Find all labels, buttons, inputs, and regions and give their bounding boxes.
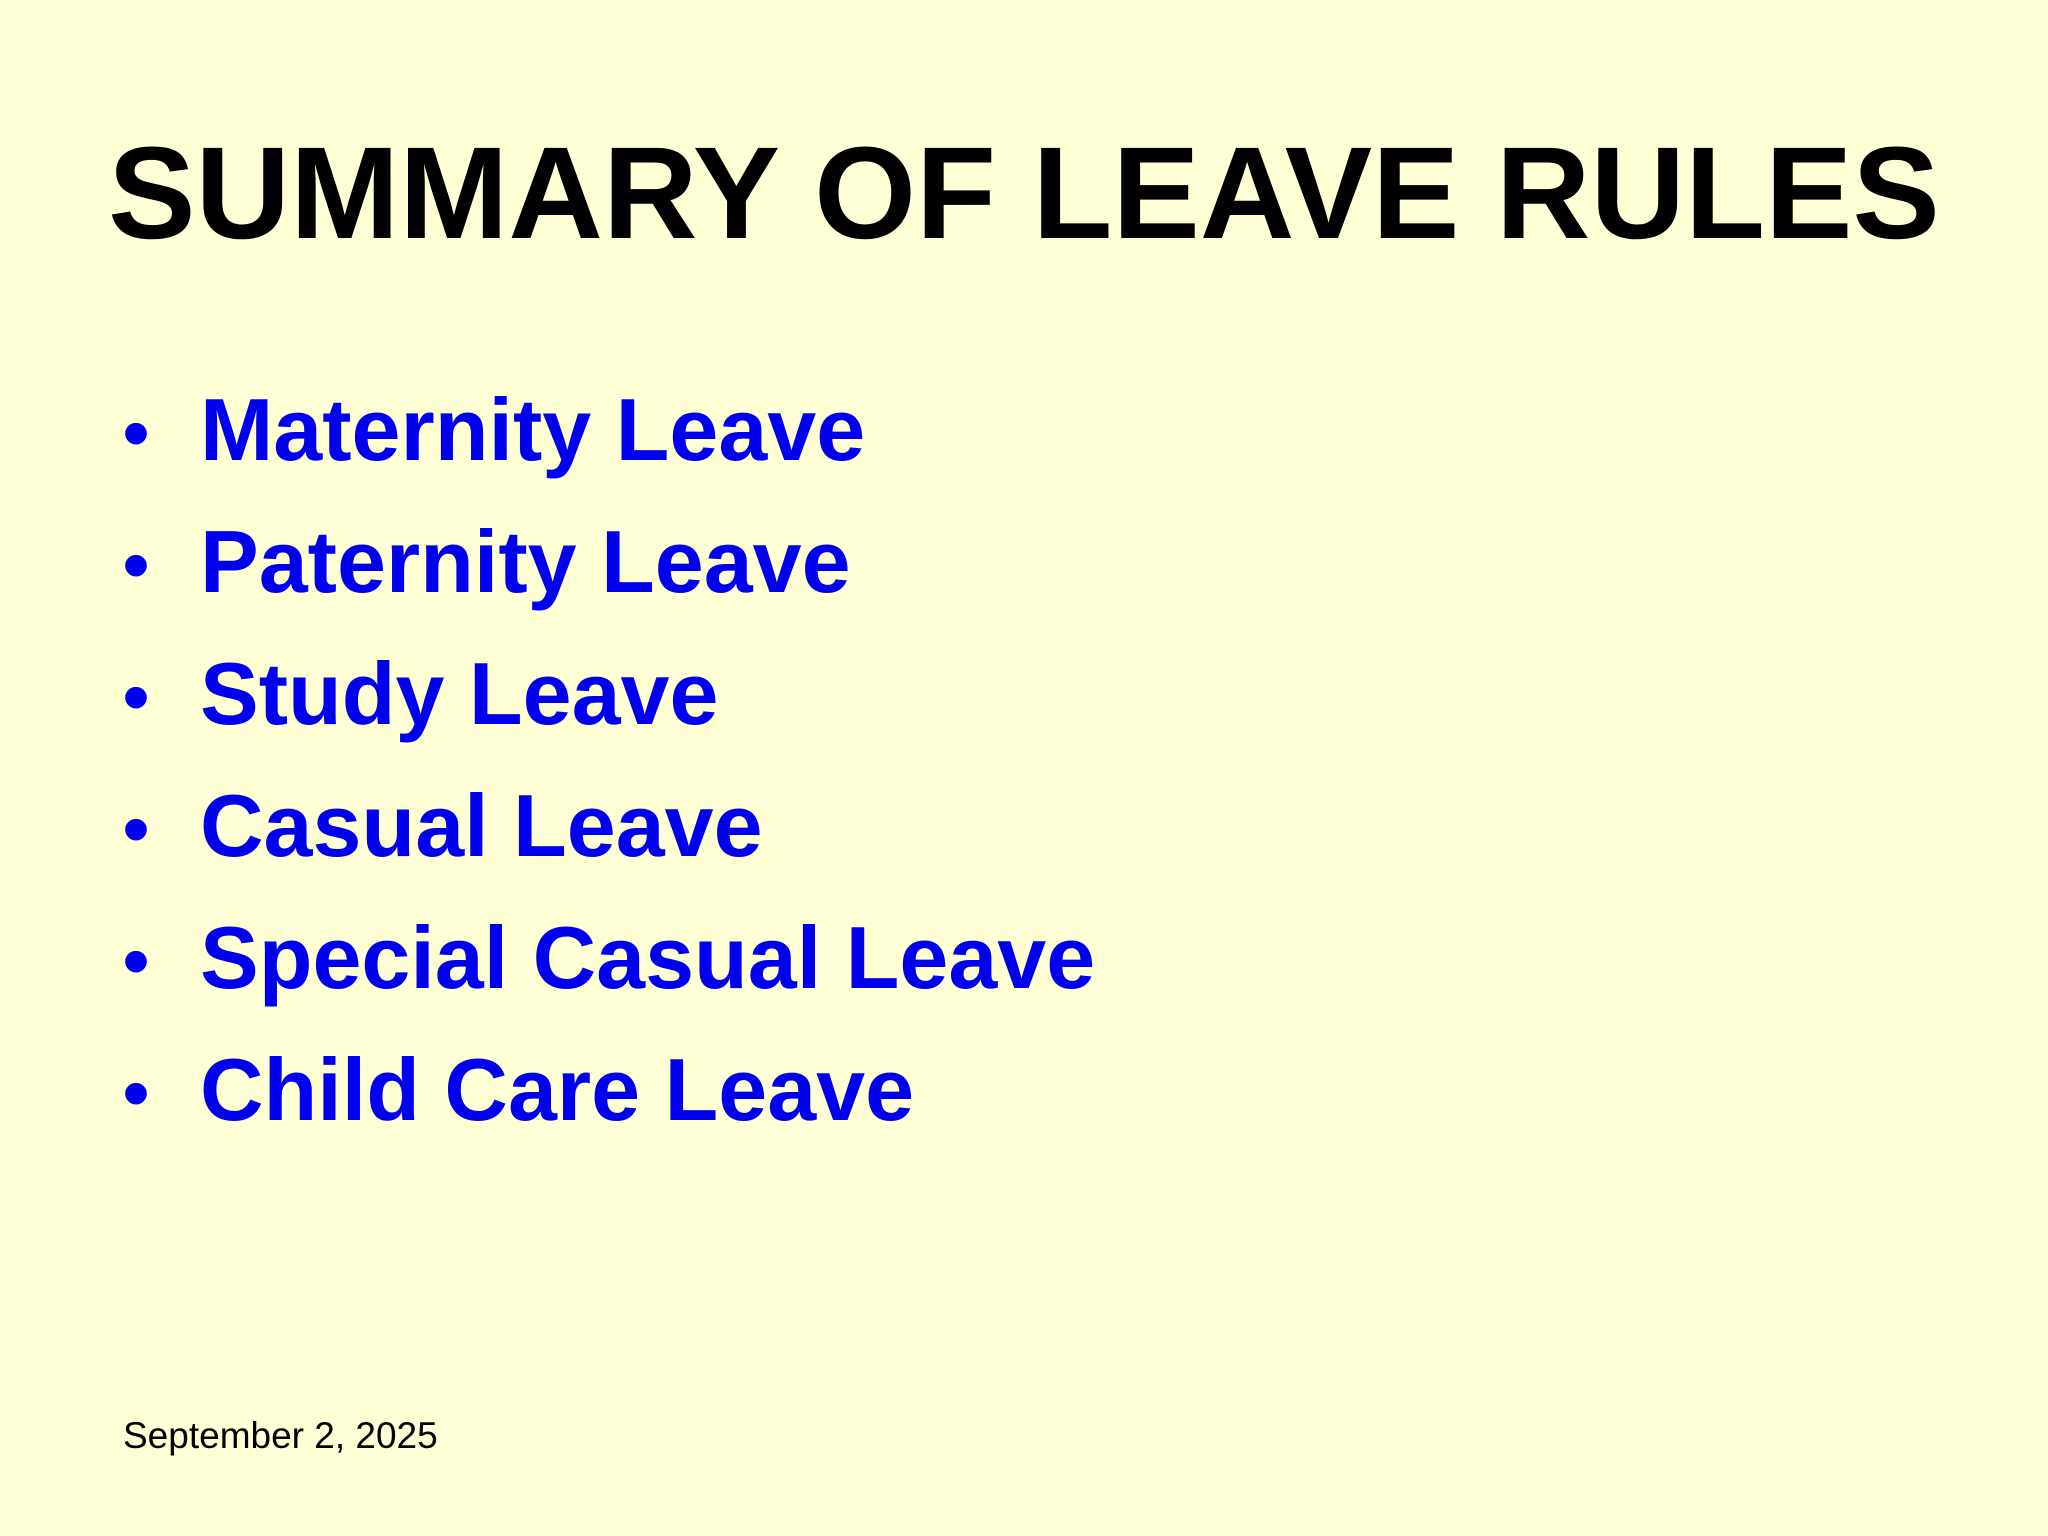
bullet-icon: • bbox=[122, 916, 151, 1005]
leave-type-list bbox=[122, 375, 1095, 1167]
list-item-label: Casual Leave bbox=[200, 776, 763, 875]
list-item-label: Paternity Leave bbox=[200, 512, 851, 611]
bullet-icon: • bbox=[122, 520, 151, 609]
list-item-child-care-leave bbox=[122, 1035, 1095, 1167]
list-item-label: Special Casual Leave bbox=[200, 908, 1096, 1007]
list-item-maternity-leave bbox=[122, 375, 1095, 507]
list-item-paternity-leave bbox=[122, 507, 1095, 639]
list-item-special-casual-leave bbox=[122, 903, 1095, 1035]
list-item-casual-leave bbox=[122, 771, 1095, 903]
list-item-label: Child Care Leave bbox=[200, 1040, 915, 1139]
footer-date: September 2, 2025 bbox=[123, 1415, 438, 1456]
list-item-label: Study Leave bbox=[200, 644, 719, 743]
slide-title: SUMMARY OF LEAVE RULES bbox=[108, 119, 1940, 266]
bullet-icon: • bbox=[122, 388, 151, 477]
bullet-icon: • bbox=[122, 652, 151, 741]
bullet-icon: • bbox=[122, 784, 151, 873]
bullet-icon: • bbox=[122, 1048, 151, 1137]
list-item-study-leave bbox=[122, 639, 1095, 771]
list-item-label: Maternity Leave bbox=[200, 380, 866, 479]
